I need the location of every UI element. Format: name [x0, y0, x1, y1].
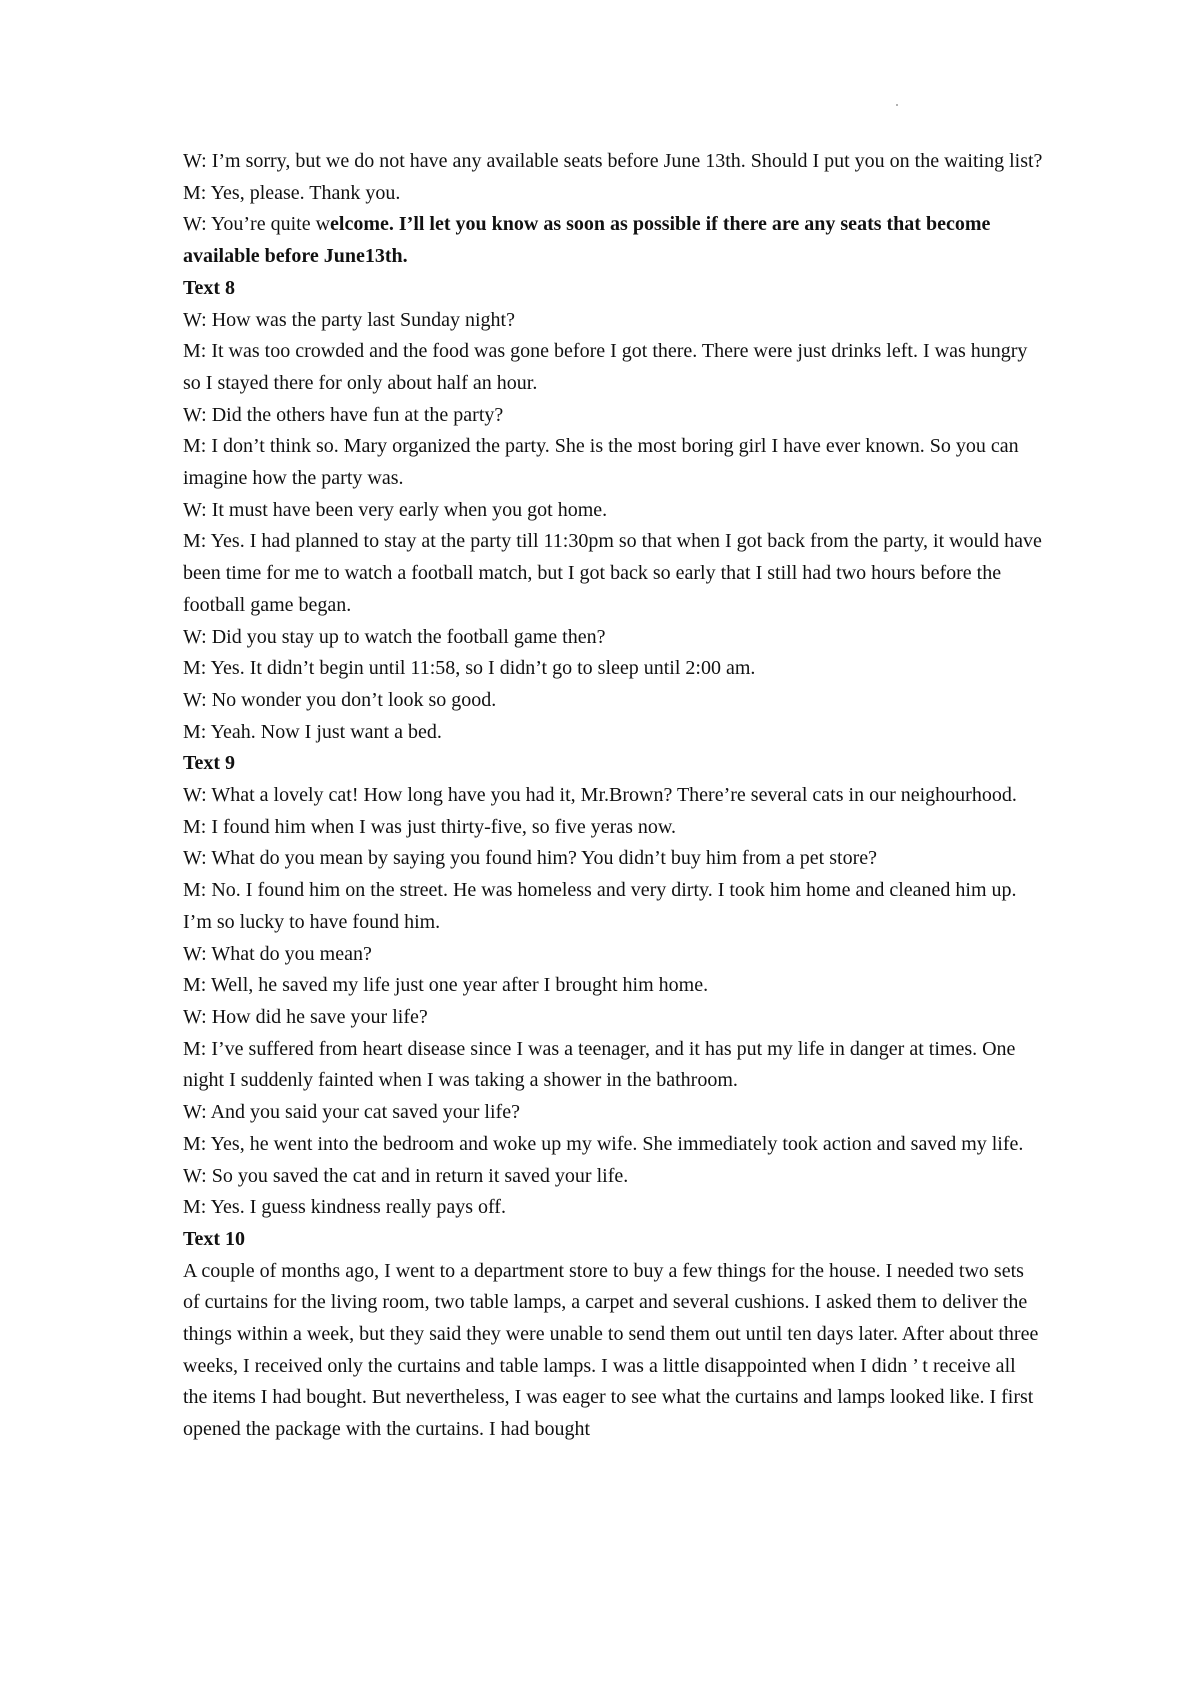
dialogue-line: M: Yes. It didn’t begin until 11:58, so I didn’t go to sleep until 2:00 am.: [183, 657, 756, 680]
dialogue-line: M: Yes. I had planned to stay at the party till 11:30pm so that when I got back from the party, it would have been time for me to watch a football match, but I got back so early that I still had two hours before the football game began.: [183, 530, 1042, 616]
dialogue-line: M: No. I found him on the street. He was homeless and very dirty. I took him home and cleaned him up. I’m so lucky to have found him.: [183, 879, 1017, 933]
scan-speck: [896, 104, 898, 106]
dialogue-line: W: Did you stay up to watch the football game then?: [183, 625, 606, 648]
dialogue-line: M: Yes, he went into the bedroom and woke up my wife. She immediately took action and saved my life.: [183, 1132, 1024, 1155]
dialogue-line: M: I’ve suffered from heart disease since I was a teenager, and it has put my life in danger at times. One night I suddenly fainted when I was taking a shower in the bathroom.: [183, 1037, 1016, 1092]
dialogue-line: M: Yeah. Now I just want a bed.: [183, 720, 442, 743]
dialogue-line: M: Well, he saved my life just one year after I brought him home.: [183, 974, 709, 997]
dialogue-line: M: I found him when I was just thirty-five, so five yeras now.: [183, 815, 677, 838]
dialogue-line: W: And you said your cat saved your life?: [183, 1101, 520, 1124]
dialogue-line: [183, 209, 1043, 272]
section-heading: Text 10: [183, 1227, 246, 1250]
dialogue-line: W: I’m sorry, but we do not have any available seats before June 13th. Should I put you on the waiting list?: [183, 150, 1043, 172]
section-heading: Text 8: [183, 276, 236, 299]
dialogue-line: W: It must have been very early when you got home.: [183, 498, 608, 521]
dialogue-line: W: So you saved the cat and in return it saved your life.: [183, 1164, 629, 1187]
dialogue-line: M: I don’t think so. Mary organized the party. She is the most boring girl I have ever known. So you can imagine how the party was.: [183, 435, 1019, 490]
dialogue-line: W: No wonder you don’t look so good.: [183, 688, 497, 711]
dialogue-line: A couple of months ago, I went to a department store to buy a few things for the house. I needed two sets of curtains for the living room, two table lamps, a carpet and several cushions. I asked them to deliver the things within a week, but they said they were unable to send them out until ten days later. After about three weeks, I received only the curtains and table lamps. I was a little disappointed when I didn ’ t receive all the items I had bought. But nevertheless, I was eager to see what the curtains and lamps looked like. I first opened the package with the curtains. I had bought: [183, 1259, 1039, 1441]
dialogue-line: W: Did the others have fun at the party?: [183, 403, 504, 426]
section-heading: Text 9: [183, 752, 236, 775]
dialogue-line: W: What a lovely cat! How long have you had it, Mr.Brown? There’re several cats in our neighourhood.: [183, 784, 1017, 807]
dialogue-line: M: Yes, please. Thank you.: [183, 181, 401, 204]
dialogue-bold-text: elcome. I’ll let you know as soon as possible if there are any seats that become available before June13th.: [183, 213, 991, 268]
document-body: [183, 146, 1043, 1446]
dialogue-line: M: It was too crowded and the food was gone before I got there. There were just drinks left. I was hungry so I stayed there for only about half an hour.: [183, 340, 1028, 394]
dialogue-line: W: What do you mean?: [183, 942, 372, 965]
dialogue-line: W: How was the party last Sunday night?: [183, 308, 515, 331]
dialogue-line: W: How did he save your life?: [183, 1005, 428, 1028]
dialogue-line: M: Yes. I guess kindness really pays off.: [183, 1196, 506, 1219]
dialogue-text: W: You’re quite w: [183, 213, 331, 236]
dialogue-line: W: What do you mean by saying you found him? You didn’t buy him from a pet store?: [183, 847, 877, 870]
